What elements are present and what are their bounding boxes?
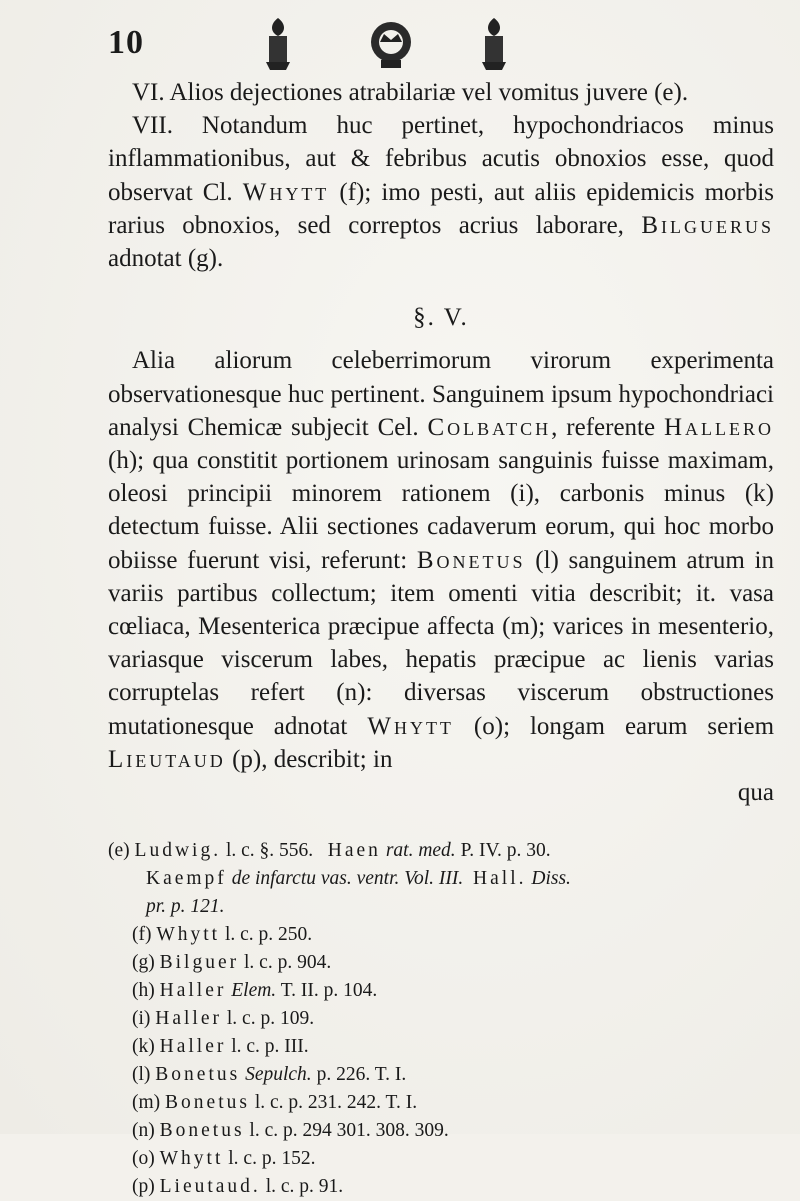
footnote-ref: P. IV. p. 30. — [460, 840, 551, 861]
author-name: Lieutaud. — [159, 1176, 261, 1197]
author-name: Hallero — [663, 413, 775, 441]
author-name: Colbatch — [427, 413, 552, 441]
footnote-ref: pr. p. 121. — [146, 896, 225, 917]
footnote-e — [108, 837, 788, 865]
footnote-ref: l. c. p. 231. 242. T. I. — [254, 1092, 418, 1113]
work-title: Diss. — [531, 868, 571, 889]
author-name: Haller — [155, 1008, 223, 1029]
author-name: Whytt — [367, 712, 454, 740]
footnote-f — [108, 921, 788, 949]
footnote-label: (g) — [132, 952, 155, 973]
page-number: 10 — [108, 24, 144, 61]
paragraph-vii-text: VII. Notandum huc pertinet, hypochondriacos minus inflammationibus, aut & febribus acutis obnoxios esse, quod observat Cl. — [108, 112, 774, 206]
paragraph-v — [108, 344, 774, 776]
author-name: Whytt — [156, 924, 221, 945]
footnote-label: (p) — [132, 1176, 155, 1197]
author-name: Lieutaud — [108, 745, 226, 773]
footnote-k — [108, 1033, 788, 1061]
work-title: rat. med. — [385, 840, 456, 861]
paragraph-v-text: (o); longam earum seriem — [473, 712, 775, 740]
footnote-label: (l) — [132, 1064, 151, 1085]
fleuron-icon — [474, 16, 514, 72]
footnote-e-cont — [108, 893, 788, 921]
footnote-g — [108, 949, 788, 977]
paragraph-vii-text: (f); imo pesti, aut aliis epidemicis morbis rarius obnoxios, sed correptos acrius laborare, — [108, 178, 775, 239]
main-text — [108, 76, 774, 809]
paragraph-vii — [108, 109, 774, 275]
paragraph-v-text: Alia aliorum celeberrimorum virorum experimenta observationesque huc pertinent. Sanguinem ipsum hypochondriaci analysi Chemicæ subjecit Cel. — [108, 347, 774, 441]
footnote-n — [108, 1117, 788, 1145]
author-name: Hall. — [473, 868, 527, 889]
author-name: Bilguerus — [641, 211, 774, 239]
footnote-ref: l. c. §. 556. — [225, 840, 314, 861]
footnote-p — [108, 1173, 788, 1201]
page-header — [0, 14, 800, 74]
footnote-label: (o) — [132, 1148, 155, 1169]
footnote-label: (i) — [132, 1008, 151, 1029]
paragraph-v-text: (p), describit; in — [232, 745, 393, 773]
paragraph-vi — [108, 76, 774, 109]
footnote-ref: l. c. p. 152. — [228, 1148, 316, 1169]
author-name: Haller — [159, 980, 227, 1001]
catchword: qua — [737, 779, 774, 807]
footnote-ref: l. c. p. 91. — [265, 1176, 344, 1197]
paragraph-v-text: , referente — [551, 413, 656, 441]
author-name: Ludwig. — [134, 840, 222, 861]
footnote-ref: l. c. p. 250. — [224, 924, 313, 945]
footnote-e-cont — [108, 865, 788, 893]
footnote-label: (f) — [132, 924, 152, 945]
footnote-l — [108, 1061, 788, 1089]
footnote-label: (m) — [132, 1092, 161, 1113]
author-name: Bilguer — [159, 952, 240, 973]
fleuron-icon — [258, 16, 298, 72]
paragraph-v-text: (l) sanguinem atrum in variis partibus collectum; item omenti vitia describit; it. vasa cœliaca, Mesenterica præcipue affecta (m); varices in mesenterio, variasque viscerum labes, hepatis præcipue ac lienis varias corruptelas refert (n): diversas viscerum obstructiones mutationesque adnotat — [108, 546, 775, 740]
author-name: Whytt — [159, 1148, 224, 1169]
author-name: Kaempf — [146, 868, 227, 889]
footnote-h — [108, 977, 788, 1005]
author-name: Whytt — [242, 178, 330, 206]
crown-icon — [366, 16, 416, 72]
author-name: Bonetus — [159, 1120, 245, 1141]
section-heading: §. V. — [413, 304, 469, 332]
footnote-label: (n) — [132, 1120, 155, 1141]
footnote-o — [108, 1145, 788, 1173]
work-title: Sepulch. — [245, 1064, 312, 1085]
footnote-label: (k) — [132, 1036, 155, 1057]
author-name: Haller — [159, 1036, 227, 1057]
author-name: Bonetus — [165, 1092, 250, 1113]
footnote-ref: l. c. p. 109. — [226, 1008, 315, 1029]
footnote-ref: l. c. p. 294 301. 308. 309. — [249, 1120, 449, 1141]
paragraph-vii-text: adnotat (g). — [108, 245, 224, 273]
footnote-i — [108, 1005, 788, 1033]
footnote-m — [108, 1089, 788, 1117]
author-name: Bonetus — [416, 546, 526, 574]
author-name: Haen — [327, 840, 381, 861]
paragraph-vi-text: VI. Alios dejectiones atrabilariæ vel vomitus juvere (e). — [132, 79, 689, 106]
work-title: Elem. — [231, 980, 277, 1001]
footnote-label: (e) — [108, 840, 130, 861]
footnote-ref: l. c. p. 904. — [244, 952, 332, 973]
footnote-ref: p. 226. T. I. — [316, 1064, 407, 1085]
work-title: de infarctu vas. ventr. Vol. III. — [231, 868, 464, 889]
paragraph-v-text: (h); qua constitit portionem urinosam sanguinis fuisse maximam, oleosi principii minorem rationem (i), carbonis minus (k) detectum fuisse. Alii sectiones cadaverum eorum, qui hoc morbo obiisse fuerunt visi, referunt: — [108, 447, 774, 574]
footnote-ref: l. c. p. III. — [231, 1036, 309, 1057]
author-name: Bonetus — [155, 1064, 241, 1085]
footnotes — [108, 837, 788, 1201]
footnote-label: (h) — [132, 980, 155, 1001]
footnote-ref: T. II. p. 104. — [280, 980, 378, 1001]
